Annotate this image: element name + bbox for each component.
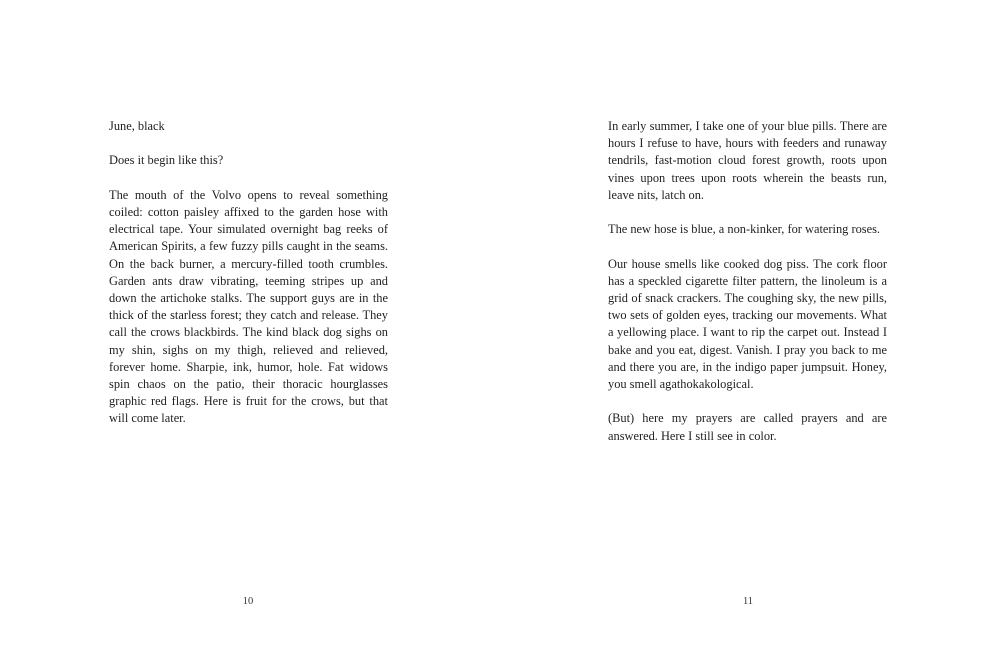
section-heading: June, black (109, 119, 165, 133)
paragraph: The mouth of the Volvo opens to reveal something coiled: cotton paisley affixed to the garden hose with electrical tape. Your simulated overnight bag reeks of American Spirits, a few fuzzy pills caught in the seams. On the back burner, a mercury-filled tooth crumbles. Garden ants draw vibrating, teeming stripes up and down the artichoke stalks. The support guys are in the thick of the starless forest; they catch and release. They call the crows blackbirds. The kind black dog sighs on my shin, sighs on my thigh, relieved and relieved, forever home. Sharpie, ink, humor, hole. Fat widows spin chaos on the patio, their thoracic hourglasses graphic red flags. Here is fruit for the crows, but that will come later. (109, 187, 388, 426)
paragraph: Does it begin like this? (109, 153, 224, 168)
paragraph: Our house smells like cooked dog piss. The cork floor has a speckled cigarette filter pattern, the linoleum is a grid of snack crackers. The coughing sky, the new pills, two sets of golden eyes, tracking our movements. What a yellowing place. I want to rip the carpet out. Instead I bake and you eat, digest. Vanish. I pray you back to me and there you are, in the indigo paper jumpsuit. Honey, you smell agathokakological. (608, 256, 887, 392)
page-number: 10 (242, 596, 254, 607)
page-number: 11 (742, 596, 754, 607)
right-page-text (608, 118, 887, 462)
right-page (498, 0, 996, 663)
paragraph: In early summer, I take one of your blue pills. There are hours I refuse to have, hours with feeders and runaway tendrils, fast-motion cloud forest growth, roots upon vines upon trees upon roots wherein the beasts run, leave nits, latch on. (608, 119, 887, 202)
paragraph: (But) here my prayers are called prayers and are answered. Here I still see in color. (608, 411, 887, 443)
left-page-text (109, 118, 388, 445)
paragraph: The new hose is blue, a non-kinker, for watering roses. (608, 222, 881, 237)
